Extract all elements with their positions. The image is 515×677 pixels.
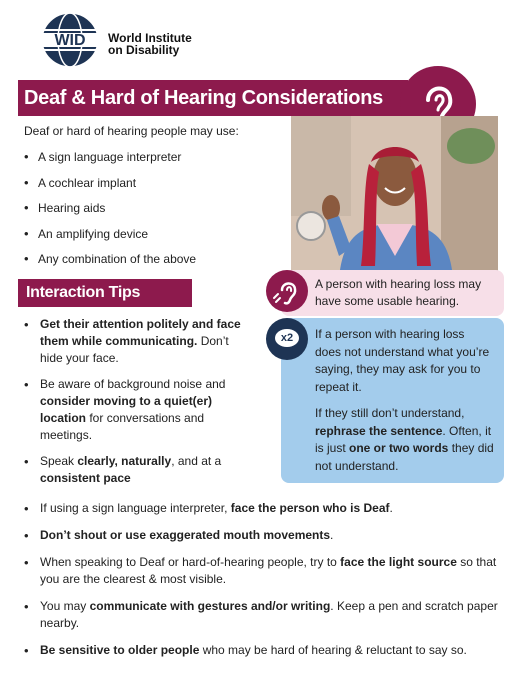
callout-repeat bbox=[281, 318, 504, 483]
org-line-1: World Institute bbox=[108, 31, 192, 45]
list-item bbox=[18, 376, 254, 444]
tip-text: Be aware of background noise and bbox=[40, 377, 226, 391]
callout-rephrase-text bbox=[315, 405, 495, 475]
tip-bold: Be sensitive to older people bbox=[40, 643, 200, 657]
tip-bold: communicate with gestures and/or writing bbox=[89, 599, 331, 613]
tip-bold: Don’t shout or use exaggerated mouth movements bbox=[40, 528, 331, 542]
tip-text: . bbox=[330, 528, 334, 542]
tip-bold: face the person who is Deaf bbox=[230, 501, 390, 515]
callout-repeat-text: If a person with hearing loss does not understand what you’re saying, they may ask for you to repeat it. bbox=[315, 327, 490, 394]
tip-bold: Get their attention politely and face them while communicating. bbox=[40, 317, 241, 348]
hearing-loop-icon bbox=[266, 270, 308, 312]
intro-text: Deaf or hard of hearing people may use: bbox=[24, 124, 239, 138]
tip-bold: face the light source bbox=[340, 555, 457, 569]
list-item: • An amplifying device bbox=[18, 227, 278, 253]
callout-usable-hearing bbox=[281, 270, 504, 316]
tip-bold: consistent pace bbox=[40, 471, 131, 485]
page-title: Deaf & Hard of Hearing Considerations bbox=[24, 87, 383, 109]
photo-illustration bbox=[291, 116, 498, 278]
title-bar bbox=[18, 80, 408, 116]
tip-bold: consider moving to a quiet(er) location bbox=[40, 394, 213, 425]
list-item: • Hearing aids bbox=[18, 201, 278, 227]
hearing-badge bbox=[266, 270, 308, 312]
list-item bbox=[18, 554, 508, 588]
callout-text: they did not understand. bbox=[315, 441, 494, 473]
logo-letters: WID bbox=[54, 32, 86, 49]
callout-bold: rephrase the sentence bbox=[315, 423, 443, 438]
list-item: • A cochlear implant bbox=[18, 176, 278, 202]
callout-bold: one or two words bbox=[349, 441, 449, 455]
speech-bubble-x2-icon bbox=[266, 318, 308, 360]
tip-text: . Keep a pen and scratch paper nearby. bbox=[40, 599, 498, 630]
tip-text: You may bbox=[40, 599, 90, 613]
callout-usable-hearing-text: A person with hearing loss may have some usable hearing. bbox=[315, 277, 482, 308]
wid-logo bbox=[38, 12, 238, 68]
list-item bbox=[18, 527, 508, 544]
tip-text: who may be hard of hearing & reluctant to say so. bbox=[199, 643, 467, 657]
photo-woman-signing bbox=[291, 116, 498, 278]
tip-text: If using a sign language interpreter, bbox=[40, 501, 231, 515]
org-name bbox=[108, 32, 192, 56]
callout-text: . Often, it is just bbox=[315, 423, 492, 455]
tip-text: for conversations and meetings. bbox=[40, 411, 205, 442]
tip-bold: clearly, naturally bbox=[77, 454, 172, 468]
more-tips-list bbox=[18, 500, 508, 669]
tips-heading: Interaction Tips bbox=[26, 284, 141, 301]
list-item: • A sign language interpreter bbox=[18, 150, 278, 176]
tip-text: so that you are the clearest & most visible. bbox=[40, 555, 497, 586]
globe-logo-icon bbox=[38, 12, 108, 68]
tip-text: Don’t hide your face. bbox=[40, 334, 229, 365]
tips-heading-bar bbox=[18, 279, 192, 307]
tip-text: , and at a bbox=[171, 454, 222, 468]
tip-text: When speaking to Deaf or hard-of-hearing people, try to bbox=[40, 555, 341, 569]
list-item bbox=[18, 642, 508, 659]
x2-label: x2 bbox=[280, 332, 294, 344]
org-line-2: on Disability bbox=[108, 43, 180, 57]
callout-text: If they still don’t understand, bbox=[315, 406, 465, 420]
uses-list bbox=[18, 150, 278, 278]
list-item bbox=[18, 500, 508, 517]
list-item bbox=[18, 316, 254, 367]
list-item bbox=[18, 598, 508, 632]
tip-text: Speak bbox=[40, 454, 78, 468]
tip-text: . bbox=[389, 501, 393, 515]
list-item bbox=[18, 453, 254, 487]
tips-list bbox=[18, 316, 254, 496]
list-item: • Any combination of the above bbox=[18, 252, 278, 278]
